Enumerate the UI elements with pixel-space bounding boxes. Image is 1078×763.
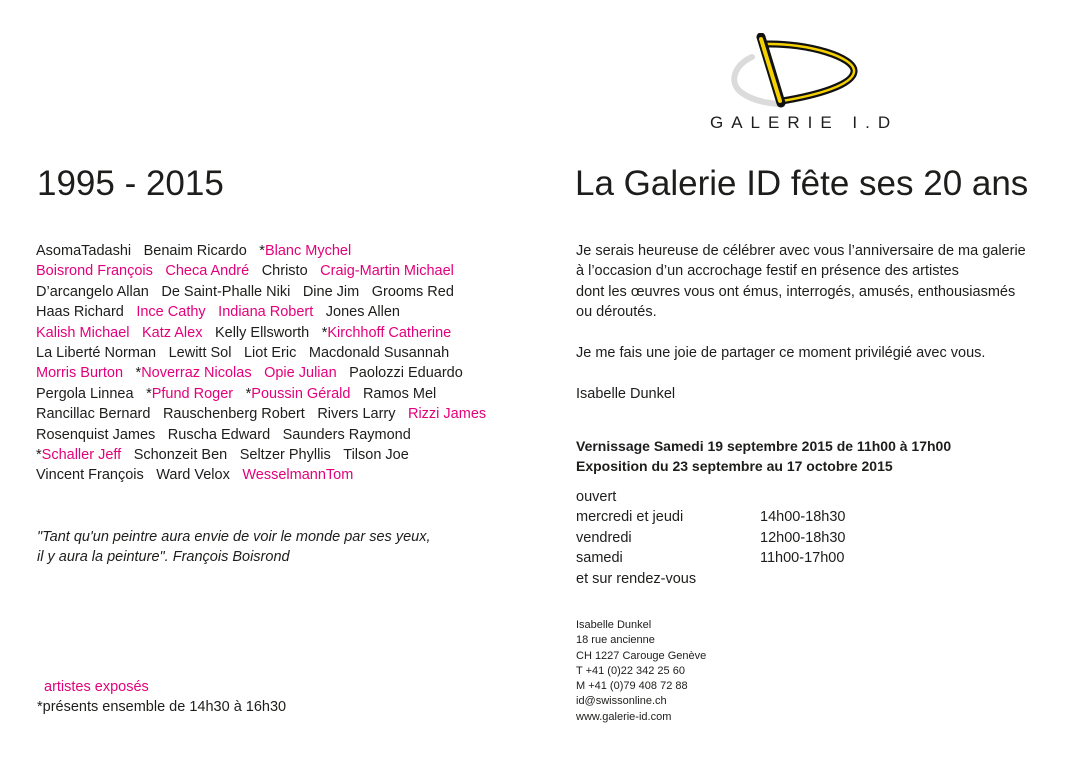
hours-day: vendredi <box>576 529 632 546</box>
artist-entry <box>36 261 153 281</box>
artist-name: Lewitt Sol <box>168 344 232 361</box>
hours-time: 14h00-18h30 <box>760 509 846 526</box>
artist-name: Ramos Mel <box>362 385 437 402</box>
opening-hours <box>576 487 845 589</box>
artist-name: Seltzer Phyllis <box>239 446 331 463</box>
artist-line <box>36 384 499 404</box>
hours-time: 12h00-18h30 <box>760 529 846 546</box>
artist-name: La Liberté Norman <box>36 344 157 361</box>
artist-entry <box>408 404 486 424</box>
artist-entry <box>36 343 156 363</box>
artist-line <box>36 363 499 383</box>
artist-name: Kalish Michael <box>36 324 130 341</box>
artist-line <box>36 404 499 424</box>
logo-wordmark: GALERIE I.D <box>710 113 899 132</box>
address-email: id@swissonline.ch <box>576 695 667 708</box>
artist-name: Jones Allen <box>325 304 400 321</box>
artist-name: Macdonald Susannah <box>308 344 450 361</box>
hours-time: 11h00-17h00 <box>760 550 845 567</box>
intro-line: ou déroutés. <box>576 304 657 321</box>
artist-entry <box>161 282 290 302</box>
artist-name: Rizzi James <box>407 406 487 423</box>
artist-entry <box>343 445 409 465</box>
artist-name: Kelly Ellsworth <box>214 324 310 341</box>
artist-name: Boisrond François <box>36 263 153 280</box>
artist-entry <box>262 261 308 281</box>
artist-name: Ward Velox <box>156 467 230 484</box>
artist-entry <box>36 425 155 445</box>
anniversary-years: 1995 - 2015 <box>37 164 224 203</box>
artist-entry <box>169 343 232 363</box>
artist-name: Ruscha Edward <box>167 426 271 443</box>
intro-line: à l’occasion d’un accrochage festif en présence des artistes <box>576 263 959 280</box>
artist-entry <box>372 282 454 302</box>
artist-name: Schaller Jeff <box>41 446 122 463</box>
artist-entry <box>244 343 296 363</box>
artist-name: Indiana Robert <box>218 304 314 321</box>
artist-name: Tilson Joe <box>343 446 409 463</box>
invitation-text <box>576 241 1026 404</box>
artist-name: Benaim Ricardo <box>143 243 247 259</box>
artist-line <box>36 465 499 485</box>
artist-name: Vincent François <box>36 467 144 484</box>
artist-entry <box>215 323 309 343</box>
artist-name: Morris Burton <box>36 365 124 382</box>
artist-name: WesselmannTom <box>242 467 354 484</box>
artist-name: Rancillac Bernard <box>36 406 151 423</box>
artist-name: Rauschenberg Robert <box>162 406 305 423</box>
artist-entry <box>36 241 131 261</box>
logo-slash-stripe <box>761 39 780 101</box>
artist-entry <box>322 323 452 343</box>
hours-day: mercredi et jeudi <box>576 509 684 526</box>
artist-entry <box>36 282 149 302</box>
artist-entry <box>317 404 395 424</box>
present-asterisk: * <box>259 243 265 259</box>
legend-present-artists: *présents ensemble de 14h30 à 16h30 <box>37 699 287 716</box>
artist-entry <box>303 282 359 302</box>
present-asterisk: * <box>146 385 152 402</box>
artist-entry <box>36 302 124 322</box>
address-mobile: M +41 (0)79 408 72 88 <box>576 680 688 693</box>
artist-name: Schonzeit Ben <box>133 446 228 463</box>
artist-entry <box>326 302 400 322</box>
intro-line: Je serais heureuse de célébrer avec vous l’anniversaire de ma galerie <box>576 243 1026 259</box>
intro-line: dont les œuvres vous ont émus, interrogés, amusés, enthousiasmés <box>576 283 1016 300</box>
hours-row <box>576 548 845 568</box>
artist-name: De Saint-Phalle Niki <box>161 283 291 300</box>
artist-entry <box>36 445 121 465</box>
hours-row <box>576 528 845 548</box>
artist-entry <box>163 404 305 424</box>
hours-appointment: et sur rendez-vous <box>576 570 697 587</box>
artist-entry <box>36 404 150 424</box>
artist-entry <box>36 363 123 383</box>
artist-name: Katz Alex <box>142 324 203 341</box>
artist-entry <box>146 384 233 404</box>
artist-name: Haas Richard <box>36 304 124 321</box>
hours-open-label: ouvert <box>576 489 617 505</box>
legend-exposed-artists: artistes exposés <box>44 679 149 695</box>
artist-entry <box>36 384 134 404</box>
artist-entry <box>36 323 130 343</box>
artist-name: AsomaTadashi <box>36 243 132 259</box>
legend <box>37 677 286 718</box>
artist-entry <box>136 363 252 383</box>
signature: Isabelle Dunkel <box>576 385 676 402</box>
exhibition-dates: Exposition du 23 septembre au 17 octobre 2015 <box>576 458 893 475</box>
address-phone: T +41 (0)22 342 25 60 <box>576 664 685 677</box>
artist-entry <box>349 363 463 383</box>
artist-line <box>36 323 499 343</box>
artist-name: Rosenquist James <box>36 426 156 443</box>
hours-day: samedi <box>576 550 623 567</box>
artist-list <box>36 241 499 486</box>
page-title: La Galerie ID fête ses 20 ans <box>575 164 1029 203</box>
artist-entry <box>283 425 411 445</box>
artist-line <box>36 343 499 363</box>
artist-line <box>36 425 499 445</box>
artist-name: Kirchhoff Catherine <box>327 324 452 341</box>
artist-name: Christo <box>261 263 308 280</box>
quote-line: "Tant qu'un peintre aura envie de voir le monde par ses yeux, <box>37 529 431 545</box>
artist-entry <box>309 343 449 363</box>
present-asterisk: * <box>135 365 142 382</box>
artist-entry <box>144 241 247 261</box>
artist-entry <box>218 302 313 322</box>
artist-name: Grooms Red <box>371 283 454 300</box>
artist-entry <box>134 445 228 465</box>
artist-entry <box>136 302 205 322</box>
artist-entry <box>240 445 331 465</box>
artist-name: Paolozzi Eduardo <box>349 365 463 382</box>
artist-name: Pfund Roger <box>151 385 234 402</box>
vernissage-date: Vernissage Samedi 19 septembre 2015 de 11h00 à 17h00 <box>576 438 952 454</box>
artist-entry <box>264 363 337 383</box>
artist-entry <box>36 465 144 485</box>
event-dates <box>576 436 951 477</box>
galerie-id-logo <box>722 33 862 113</box>
artist-name: Blanc Mychel <box>264 243 352 259</box>
hours-row <box>576 507 845 527</box>
artist-name: Pergola Linnea <box>36 385 134 402</box>
artist-entry <box>168 425 270 445</box>
artist-name: Noverraz Nicolas <box>141 365 252 382</box>
artist-line <box>36 302 499 322</box>
artist-entry <box>259 241 351 261</box>
artist-entry <box>142 323 202 343</box>
address-city: CH 1227 Carouge Genève <box>576 649 707 662</box>
artist-entry <box>363 384 436 404</box>
artist-name: D’arcangelo Allan <box>36 283 149 300</box>
artist-line <box>36 261 499 281</box>
artist-entry <box>165 261 249 281</box>
artist-name: Checa André <box>165 263 250 280</box>
artist-name: Liot Eric <box>243 344 297 361</box>
artist-name: Opie Julian <box>264 365 337 382</box>
artist-entry <box>246 384 351 404</box>
quote-line: il y aura la peinture". François Boisrond <box>37 549 290 566</box>
artist-name: Poussin Gérald <box>251 385 351 402</box>
artist-line <box>36 445 499 465</box>
artist-line <box>36 241 499 261</box>
artist-quote <box>37 527 430 568</box>
artist-entry <box>156 465 230 485</box>
artist-name: Ince Cathy <box>136 304 206 321</box>
address-street: 18 rue ancienne <box>576 634 655 647</box>
artist-entry <box>242 465 353 485</box>
address-website: www.galerie-id.com <box>576 710 672 723</box>
artist-line <box>36 282 499 302</box>
artist-name: Dine Jim <box>302 283 360 300</box>
present-asterisk: * <box>245 385 252 402</box>
present-asterisk: * <box>36 446 42 463</box>
sharing-sentence: Je me fais une joie de partager ce moment privilégié avec vous. <box>576 345 986 362</box>
present-asterisk: * <box>321 324 328 341</box>
artist-name: Rivers Larry <box>317 406 396 423</box>
artist-entry <box>320 261 454 281</box>
artist-name: Saunders Raymond <box>282 426 411 443</box>
address-name: Isabelle Dunkel <box>576 619 652 631</box>
artist-name: Craig-Martin Michael <box>320 263 454 280</box>
gallery-address <box>576 618 706 725</box>
